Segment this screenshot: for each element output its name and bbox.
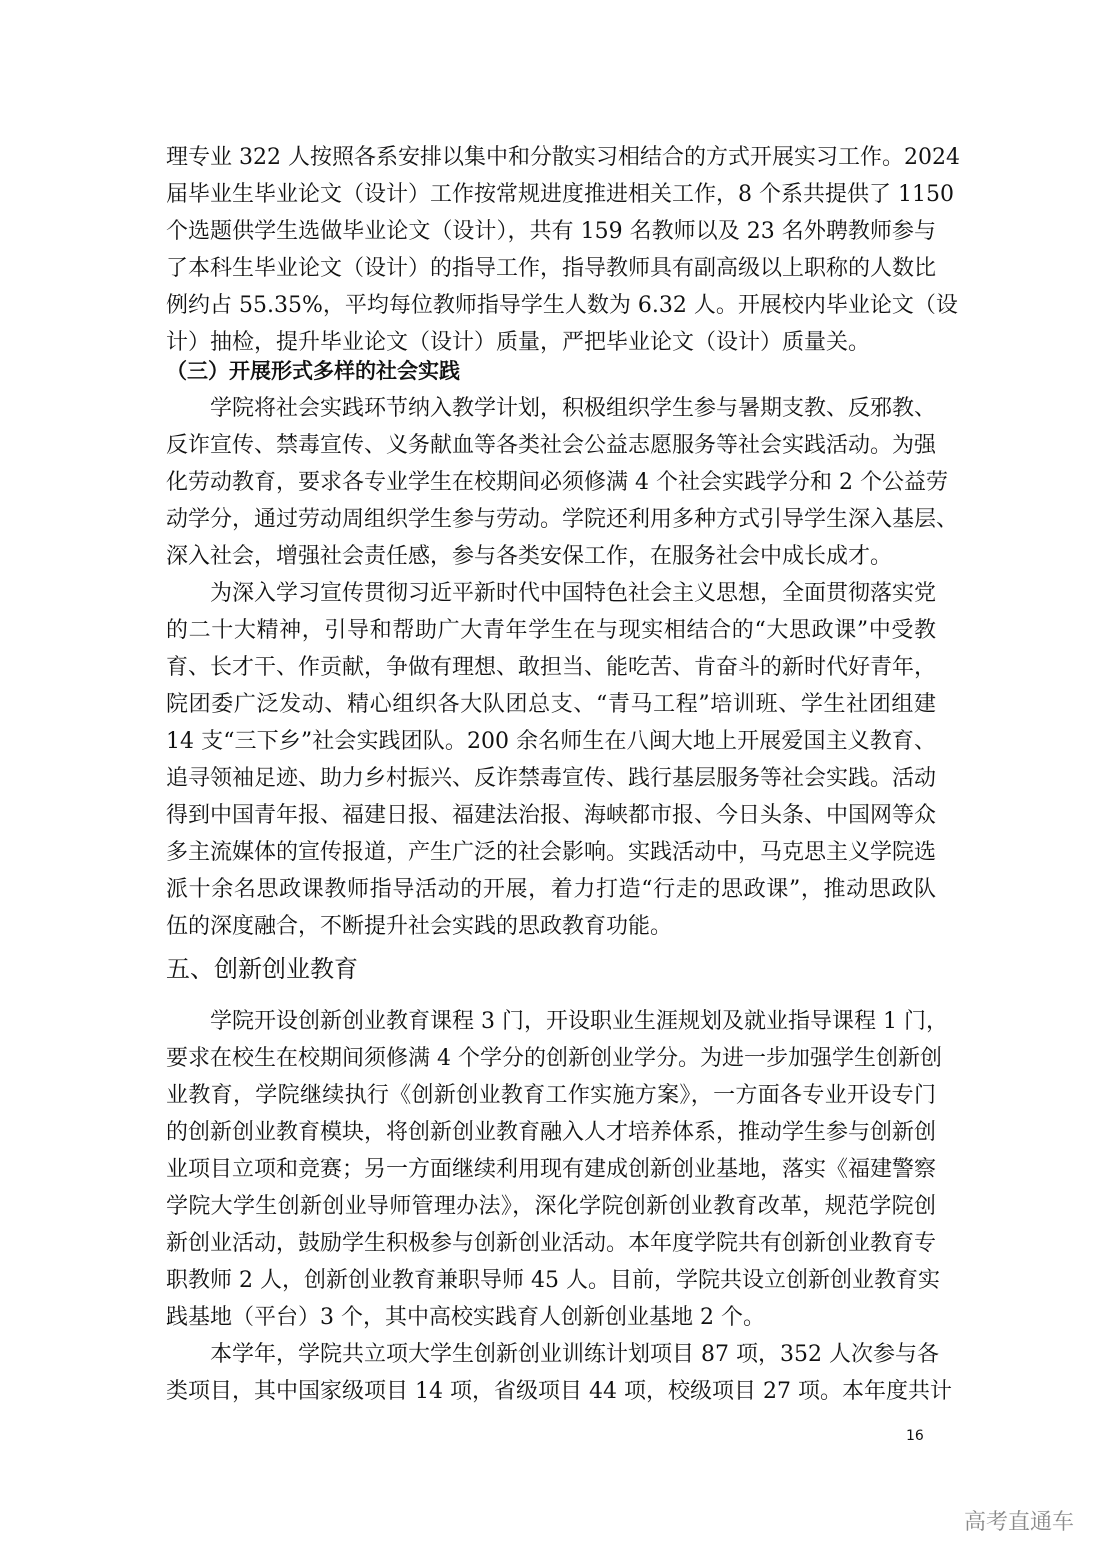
text-line: 伍的深度融合，不断提升社会实践的思政教育功能。 xyxy=(166,914,673,939)
text-line: 类项目，其中国家级项目 14 项，省级项目 44 项，校级项目 27 项。本年度共计 xyxy=(166,1379,952,1404)
text-line: 多主流媒体的宣传报道，产生广泛的社会影响。实践活动中，马克思主义学院选 xyxy=(166,840,937,865)
text-line: 14 支“三下乡”社会实践团队。200 余名师生在八闽大地上开展爱国主义教育、 xyxy=(166,729,936,754)
text-line: 的创新创业教育模块，将创新创业教育融入人才培养体系，推动学生参与创新创 xyxy=(166,1120,937,1145)
text-line: 得到中国青年报、福建日报、福建法治报、海峡都市报、今日头条、中国网等众 xyxy=(166,803,937,828)
text-line: 院团委广泛发动、精心组织各大队团总支、“青马工程”培训班、学生社团组建 xyxy=(166,692,936,717)
text-line: 个选题供学生选做毕业论文（设计），共有 159 名教师以及 23 名外聘教师参与 xyxy=(166,219,936,244)
text-line: 计）抽检，提升毕业论文（设计）质量，严把毕业论文（设计）质量关。 xyxy=(166,330,871,355)
chapter-heading: 五、创新创业教育 xyxy=(166,955,358,983)
text-line: 育、长才干、作贡献，争做有理想、敢担当、能吃苦、肯奋斗的新时代好青年， xyxy=(166,655,937,680)
text-line: 为深入学习宣传贯彻习近平新时代中国特色社会主义思想，全面贯彻落实党 xyxy=(166,581,937,606)
text-line: 学院开设创新创业教育课程 3 门，开设职业生涯规划及就业指导课程 1 门， xyxy=(166,1009,948,1034)
section-heading: （三）开展形式多样的社会实践 xyxy=(166,359,460,383)
text-line: 追寻领袖足迹、助力乡村振兴、反诈禁毒宣传、践行基层服务等社会实践。活动 xyxy=(166,766,937,791)
text-line: 派十余名思政课教师指导活动的开展，着力打造“行走的思政课”，推动思政队 xyxy=(166,877,936,902)
text-line: 了本科生毕业论文（设计）的指导工作，指导教师具有副高级以上职称的人数比 xyxy=(166,256,937,281)
text-line: 学院将社会实践环节纳入教学计划，积极组织学生参与暑期支教、反邪教、 xyxy=(166,396,937,421)
text-line: 业教育，学院继续执行《创新创业教育工作实施方案》，一方面各专业开设专门 xyxy=(166,1083,936,1108)
text-line: 要求在校生在校期间须修满 4 个学分的创新创业学分。为进一步加强学生创新创 xyxy=(166,1046,942,1071)
watermark: 高考直通车 xyxy=(964,1510,1075,1535)
text-line: 例约占 55.35%，平均每位教师指导学生人数为 6.32 人。开展校内毕业论文（设 xyxy=(166,293,958,318)
text-line: 化劳动教育，要求各专业学生在校期间必须修满 4 个社会实践学分和 2 个公益劳 xyxy=(166,470,948,495)
text-line: 反诈宣传、禁毒宣传、义务献血等各类社会公益志愿服务等社会实践活动。为强 xyxy=(166,433,937,458)
page-number: 16 xyxy=(906,1428,924,1444)
text-line: 深入社会，增强社会责任感，参与各类安保工作，在服务社会中成长成才。 xyxy=(166,544,893,569)
text-line: 届毕业生毕业论文（设计）工作按常规进度推进相关工作，8 个系共提供了 1150 xyxy=(166,182,954,207)
text-line: 新创业活动，鼓励学生积极参与创新创业活动。本年度学院共有创新创业教育专 xyxy=(166,1231,937,1256)
text-line: 学院大学生创新创业导师管理办法》，深化学院创新创业教育改革，规范学院创 xyxy=(166,1194,936,1219)
text-line: 职教师 2 人，创新创业教育兼职导师 45 人。目前，学院共设立创新创业教育实 xyxy=(166,1268,940,1293)
text-line: 本学年，学院共立项大学生创新创业训练计划项目 87 项，352 人次参与各 xyxy=(166,1342,939,1367)
text-line: 践基地（平台）3 个，其中高校实践育人创新创业基地 2 个。 xyxy=(166,1305,765,1330)
text-line: 动学分，通过劳动周组织学生参与劳动。学院还利用多种方式引导学生深入基层、 xyxy=(166,507,959,532)
text-line: 的二十大精神，引导和帮助广大青年学生在与现实相结合的“大思政课”中受教 xyxy=(166,618,936,643)
text-line: 业项目立项和竞赛；另一方面继续利用现有建成创新创业基地，落实《福建警察 xyxy=(166,1157,937,1182)
text-line: 理专业 322 人按照各系安排以集中和分散实习相结合的方式开展实习工作。2024 xyxy=(166,145,960,170)
